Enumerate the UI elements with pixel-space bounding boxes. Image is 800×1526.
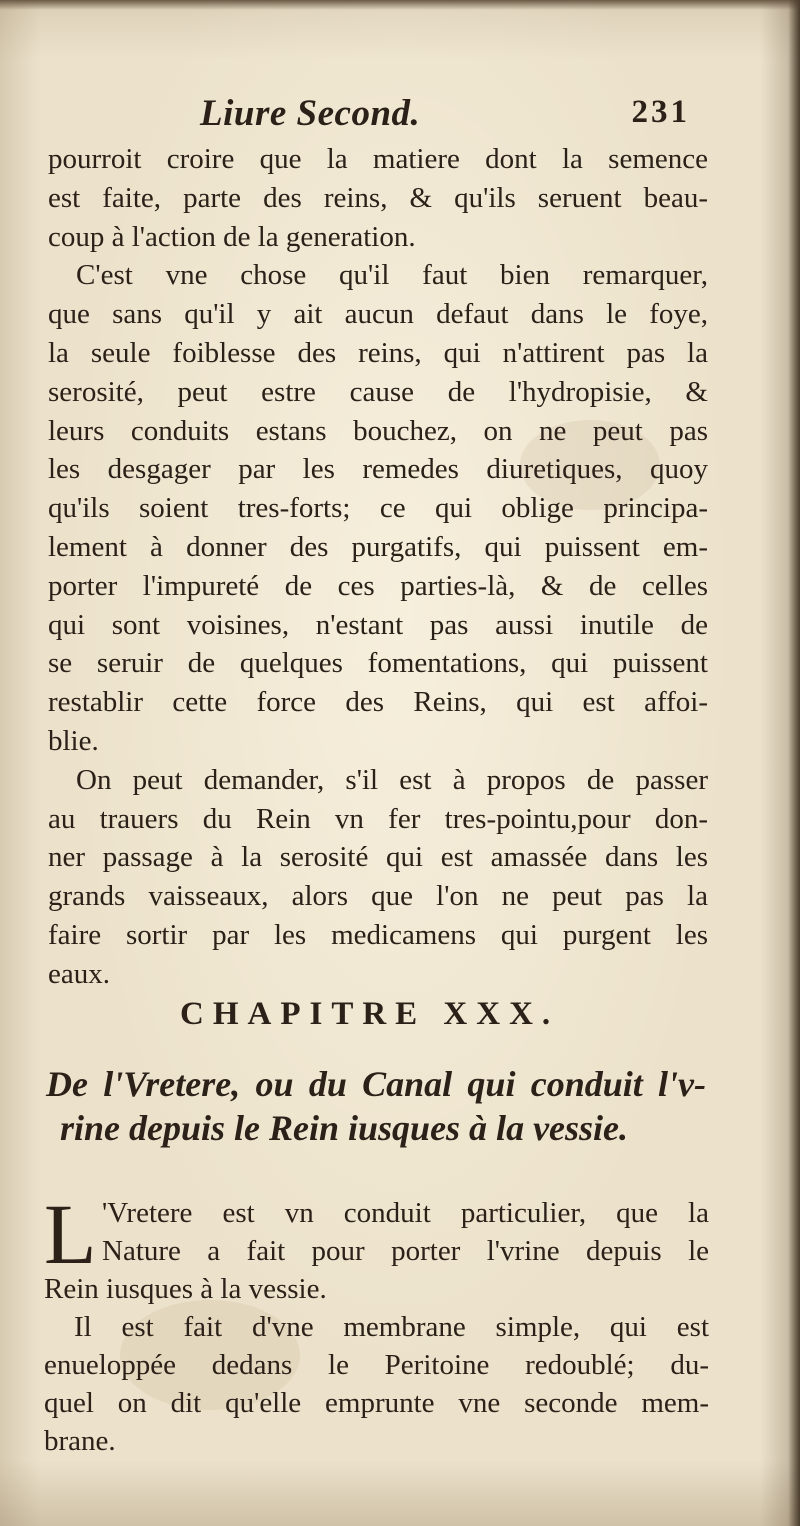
text-line: enueloppée dedans le Peritoine redoublé; du- xyxy=(44,1349,709,1381)
text-line: se seruir de quelques fomentations, qui puissent xyxy=(48,647,708,680)
drop-cap: L xyxy=(44,1186,97,1282)
text-line: que sans qu'il y ait aucun defaut dans le foye, xyxy=(48,298,708,331)
running-header xyxy=(200,92,700,142)
text-line: On peut demander, s'il est à propos de passer xyxy=(76,763,708,796)
body-text xyxy=(48,140,708,994)
text-line: grands vaisseaux, alors que l'on ne peut pas la xyxy=(48,880,708,913)
text-line: porter l'impureté de ces parties-là, & de celles xyxy=(48,569,708,602)
chapter-title: CHAPITRE XXX. xyxy=(180,996,560,1032)
chapter-body xyxy=(44,1186,709,1460)
text-line: les desgager par les remedes diuretiques, quoy xyxy=(48,453,708,486)
text-line: lement à donner des purgatifs, qui puissent em- xyxy=(48,530,708,563)
text-line: brane. xyxy=(44,1425,116,1457)
subtitle-line: De l'Vretere, ou du Canal qui conduit l'v- xyxy=(46,1064,706,1104)
page-number: 231 xyxy=(631,94,690,130)
text-line: restablir cette force des Reins, qui est affoi- xyxy=(48,686,708,719)
text-line: ner passage à la serosité qui est amassée dans les xyxy=(48,841,708,874)
text-line: blie. xyxy=(48,724,99,757)
text-line: Nature a fait pour porter l'vrine depuis le xyxy=(102,1235,709,1267)
text-line: eaux. xyxy=(48,957,110,990)
dropcap-lines xyxy=(102,1194,709,1270)
text-line: Rein iusques à la vessie. xyxy=(44,1273,327,1305)
text-line: quel on dit qu'elle emprunte vne seconde mem- xyxy=(44,1387,709,1419)
running-title: Liure Second. xyxy=(200,93,421,134)
text-line: est faite, parte des reins, & qu'ils seruent beau- xyxy=(48,181,708,214)
chapter-subtitle xyxy=(46,1062,706,1150)
text-line: faire sortir par les medicamens qui purgent les xyxy=(48,918,708,951)
text-line: qu'ils soient tres-forts; ce qui oblige principa- xyxy=(48,492,708,525)
subtitle-line: rine depuis le Rein iusques à la vessie. xyxy=(60,1108,629,1148)
text-line: qui sont voisines, n'estant pas aussi inutile de xyxy=(48,608,708,641)
text-line: C'est vne chose qu'il faut bien remarquer, xyxy=(76,259,708,292)
text-line: la seule foiblesse des reins, qui n'attirent pas la xyxy=(48,336,708,369)
text-line: leurs conduits estans bouchez, on ne peut pas xyxy=(48,414,708,447)
text-line: au trauers du Rein vn fer tres-pointu,pour don- xyxy=(48,802,708,835)
text-line: coup à l'action de la generation. xyxy=(48,220,416,253)
text-line: pourroit croire que la matiere dont la semence xyxy=(48,143,708,175)
text-line: 'Vretere est vn conduit particulier, que la xyxy=(102,1197,709,1229)
page-right-edge xyxy=(788,0,800,1526)
page-top-edge xyxy=(0,0,800,10)
text-line: serosité, peut estre cause de l'hydropisie, & xyxy=(48,375,708,408)
text-line: Il est fait d'vne membrane simple, qui est xyxy=(74,1311,709,1343)
